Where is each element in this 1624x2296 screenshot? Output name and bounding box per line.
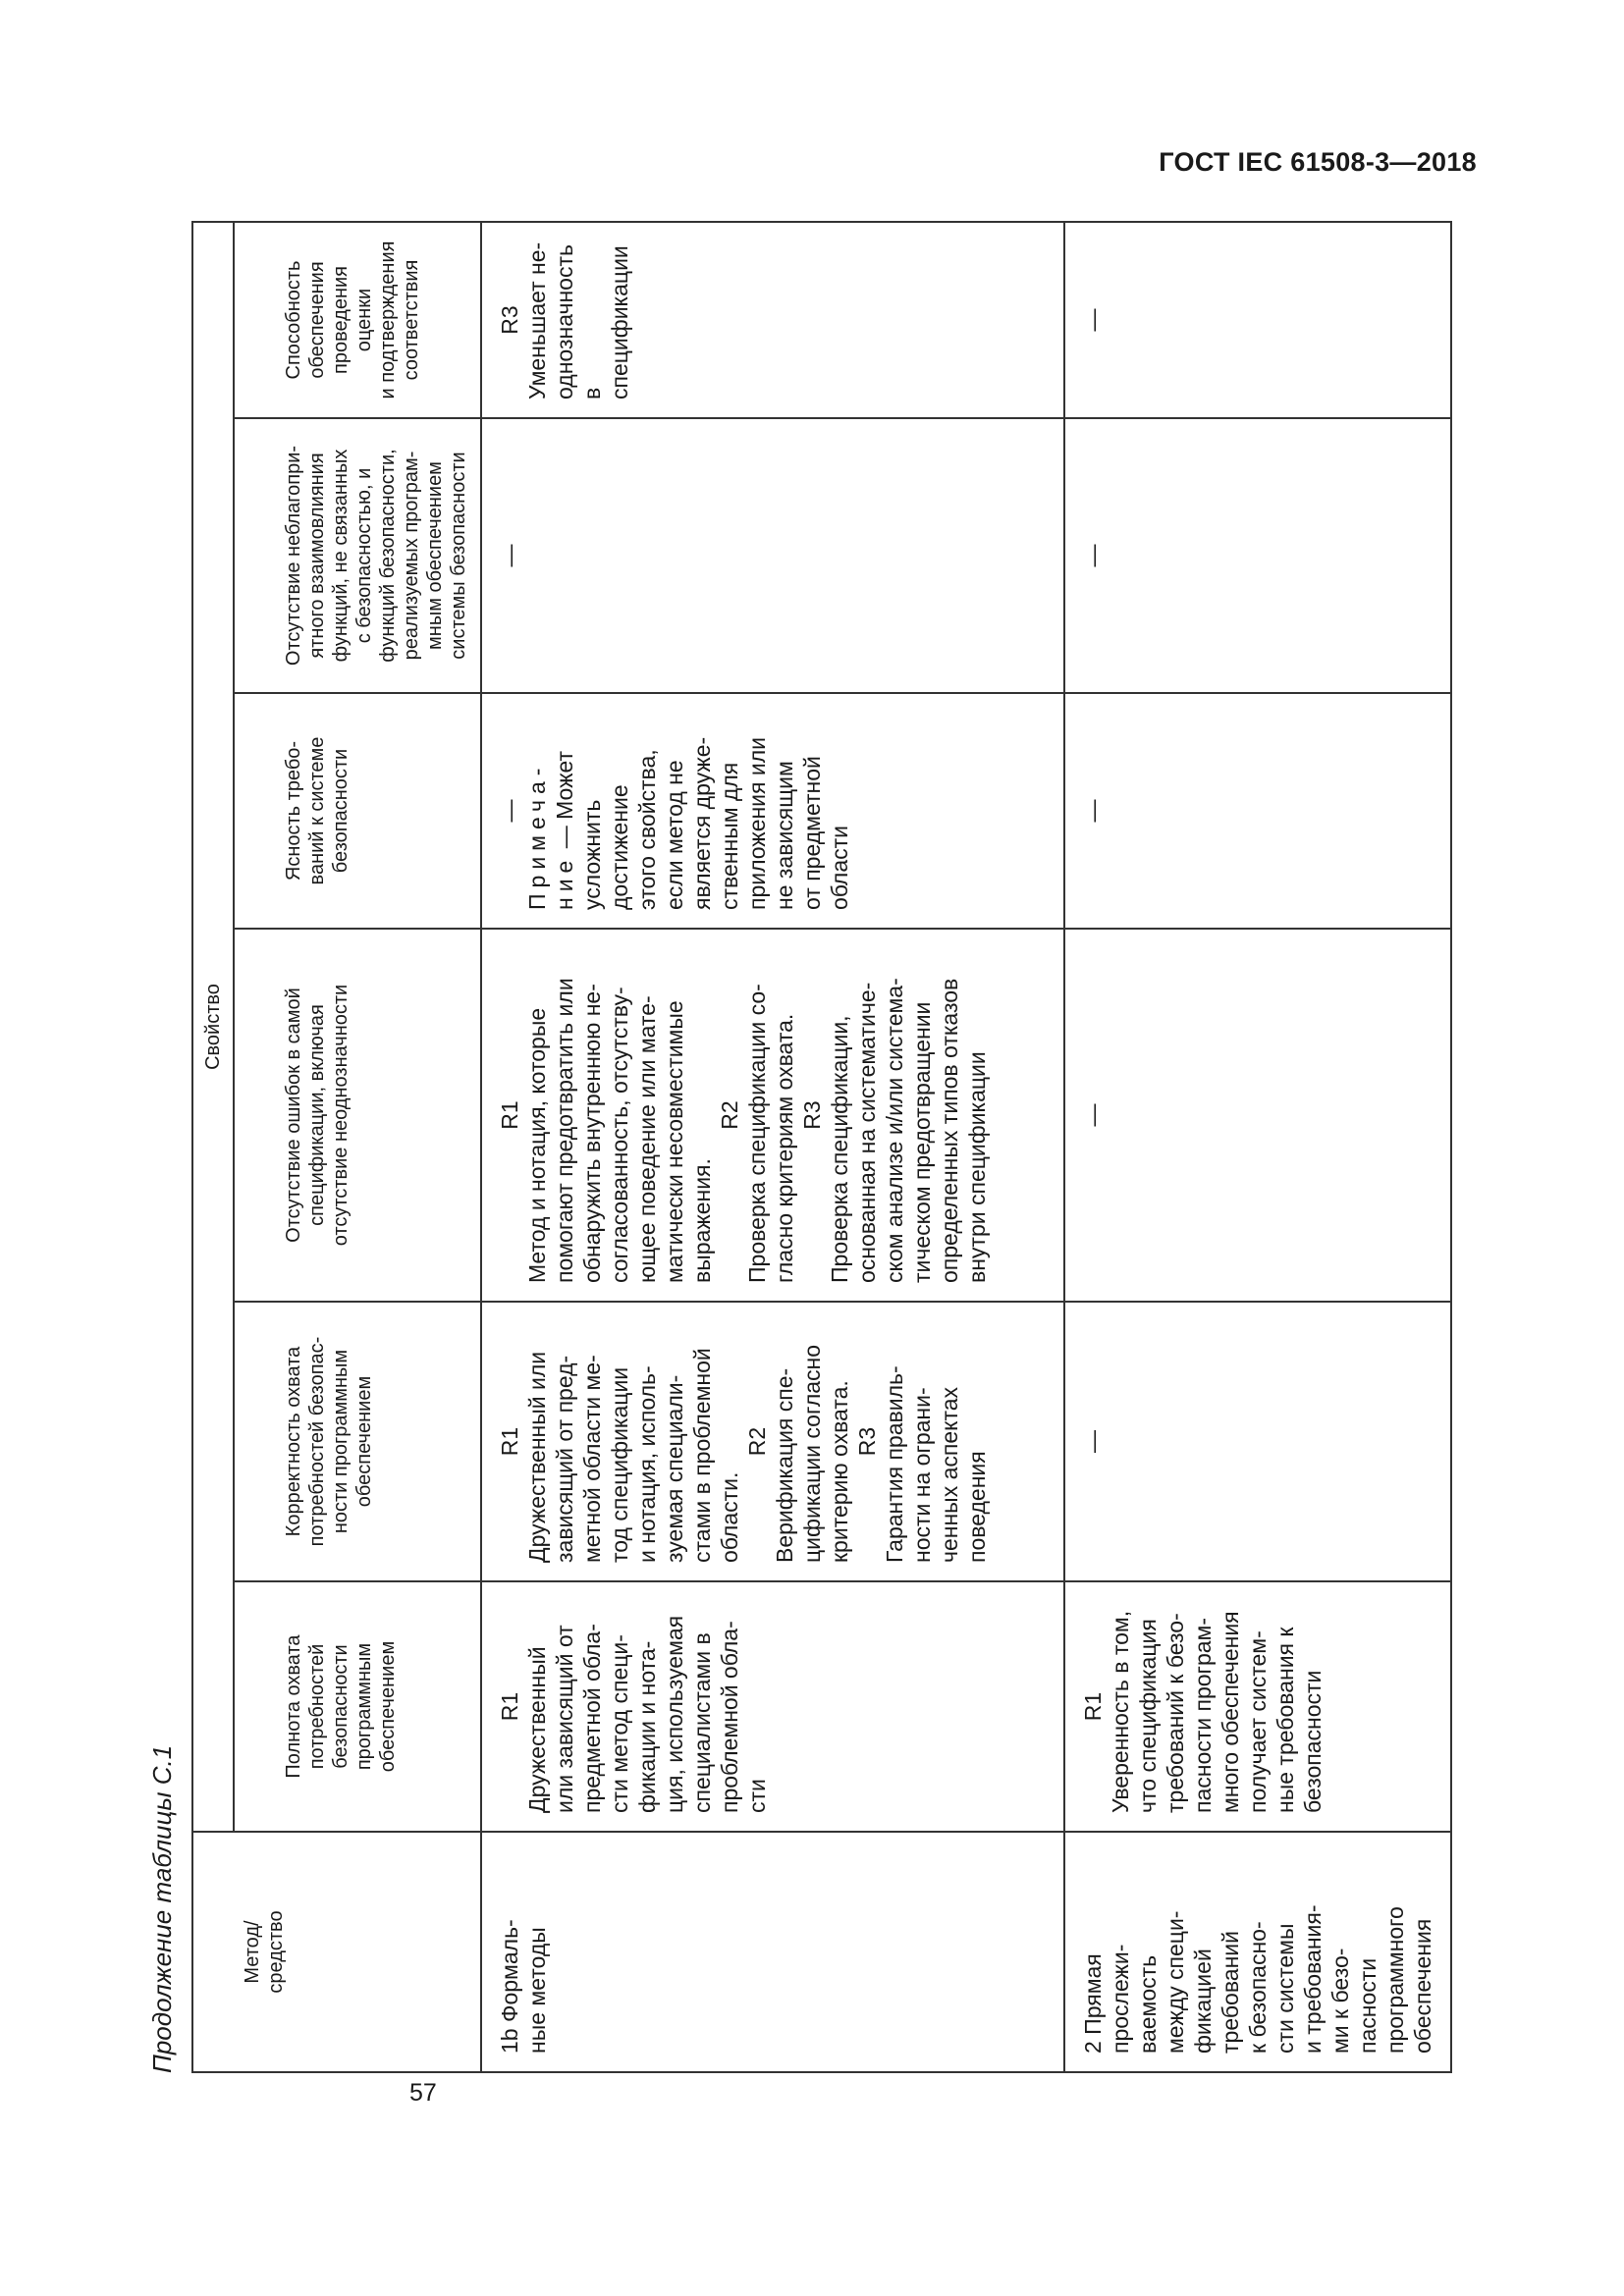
cell-text: Дружественный или зависящий от пред- метной области ме- тод спецификации и нотация, исполь- зуемая специали- стами в проблемной области.: [524, 1348, 742, 1563]
properties-table: [191, 221, 1452, 2073]
rating-label: R1: [497, 1100, 522, 1130]
table-group-header-row: [192, 222, 234, 2072]
column-header-method: Метод/ средство: [192, 1832, 481, 2072]
method-cell: 2 Прямая прослежи- ваемость между специ- фикацией требований к безопасно- сти системы и требования- ми к безо- пасности программного обеспечения: [1064, 1832, 1451, 2072]
rating-label: R3: [799, 1100, 825, 1130]
freedom-from-faults-cell: —: [1064, 929, 1451, 1302]
rating-label: R2: [744, 1426, 770, 1457]
correctness-cell: —: [1064, 1302, 1451, 1581]
column-header-non-interference: Отсутствие неблагопри- ятного взаимовлияния функций, не связанных с безопасностью, и функций безопасности, реализуемых програм- мным обеспечением системы безопасности: [234, 418, 481, 693]
dash: —: [497, 799, 522, 823]
cell-text: Верификация спе- цификации согласно критерию охвата.: [772, 1344, 852, 1563]
column-header-clarity: Ясность требо- ваний к системе безопасности: [234, 693, 481, 929]
clarity-cell: —: [1064, 693, 1451, 929]
assessment-capability-cell: —: [1064, 222, 1451, 418]
freedom-from-faults-cell: [481, 929, 1064, 1302]
column-group-property: Свойство: [192, 222, 234, 1832]
non-interference-cell: —: [481, 418, 1064, 693]
column-header-correctness: Корректность охвата потребностей безопас- ности программным обеспечением: [234, 1302, 481, 1581]
rating-label: R3: [854, 1426, 880, 1457]
cell-text: Уверенность в том, что спецификация требований к безо- пасности програм- много обеспечения получает систем- ные требования к безопасности: [1108, 1610, 1326, 1813]
column-header-completeness: Полнота охвата потребностей безопасности программным обеспечением: [234, 1581, 481, 1832]
cell-text: Проверка спецификации, основанная на систематиче- ском анализе и/или система- тическом предотвращении определенных типов отказов внутри спецификации: [827, 978, 990, 1283]
correctness-cell: [481, 1302, 1064, 1581]
non-interference-cell: —: [1064, 418, 1451, 693]
column-header-freedom-from-faults: Отсутствие ошибок в самой спецификации, включая отсутствие неоднозначности: [234, 929, 481, 1302]
clarity-cell: [481, 693, 1064, 929]
table-row: [481, 222, 1064, 2072]
page-number: 57: [409, 2079, 437, 2107]
table-row: [1064, 222, 1451, 2072]
note-label: Примеча- ние: [524, 762, 577, 910]
table-caption: Продолжение таблицы С.1: [147, 1744, 177, 2073]
completeness-cell: [1064, 1581, 1451, 1832]
table-header-row: [234, 222, 481, 2072]
cell-text: Гарантия правиль- ности на ограни- ченных аспектах поведения: [882, 1365, 990, 1563]
completeness-cell: [481, 1581, 1064, 1832]
cell-text: Проверка спецификации со- гласно критериям охвата.: [744, 984, 797, 1283]
column-header-assessment-capability: Способность обеспечения проведения оценки и подтверждения соответствия: [234, 222, 481, 418]
document-standard-header: ГОСТ IEC 61508-3—2018: [1159, 147, 1477, 177]
method-cell: 1b Формаль- ные методы: [481, 1832, 1064, 2072]
rating-label: R1: [497, 1691, 522, 1722]
cell-text: Уменьшает не- однозначность в спецификации: [524, 241, 632, 400]
note-text: — Может усложнить достижение этого свойства, если метод не является друже- ственным для приложения или не зависящим от предметной области: [552, 736, 852, 910]
assessment-capability-cell: [481, 222, 1064, 418]
cell-text: Метод и нотация, которые помогают предотвратить или обнаружить внутреннюю не- согласованность, отсутству- ющее поведение или мате- матически несовместимые выражения.: [524, 978, 715, 1283]
rating-label: R2: [717, 1100, 742, 1130]
cell-text: Дружественный или зависящий от предметной обла- сти метод специ- фикации и нота- ция, используемая специалистами в проблемной обла- сти: [524, 1615, 770, 1813]
rating-label: R1: [1080, 1691, 1106, 1722]
rating-label: R3: [497, 305, 522, 335]
rating-label: R1: [497, 1426, 522, 1457]
